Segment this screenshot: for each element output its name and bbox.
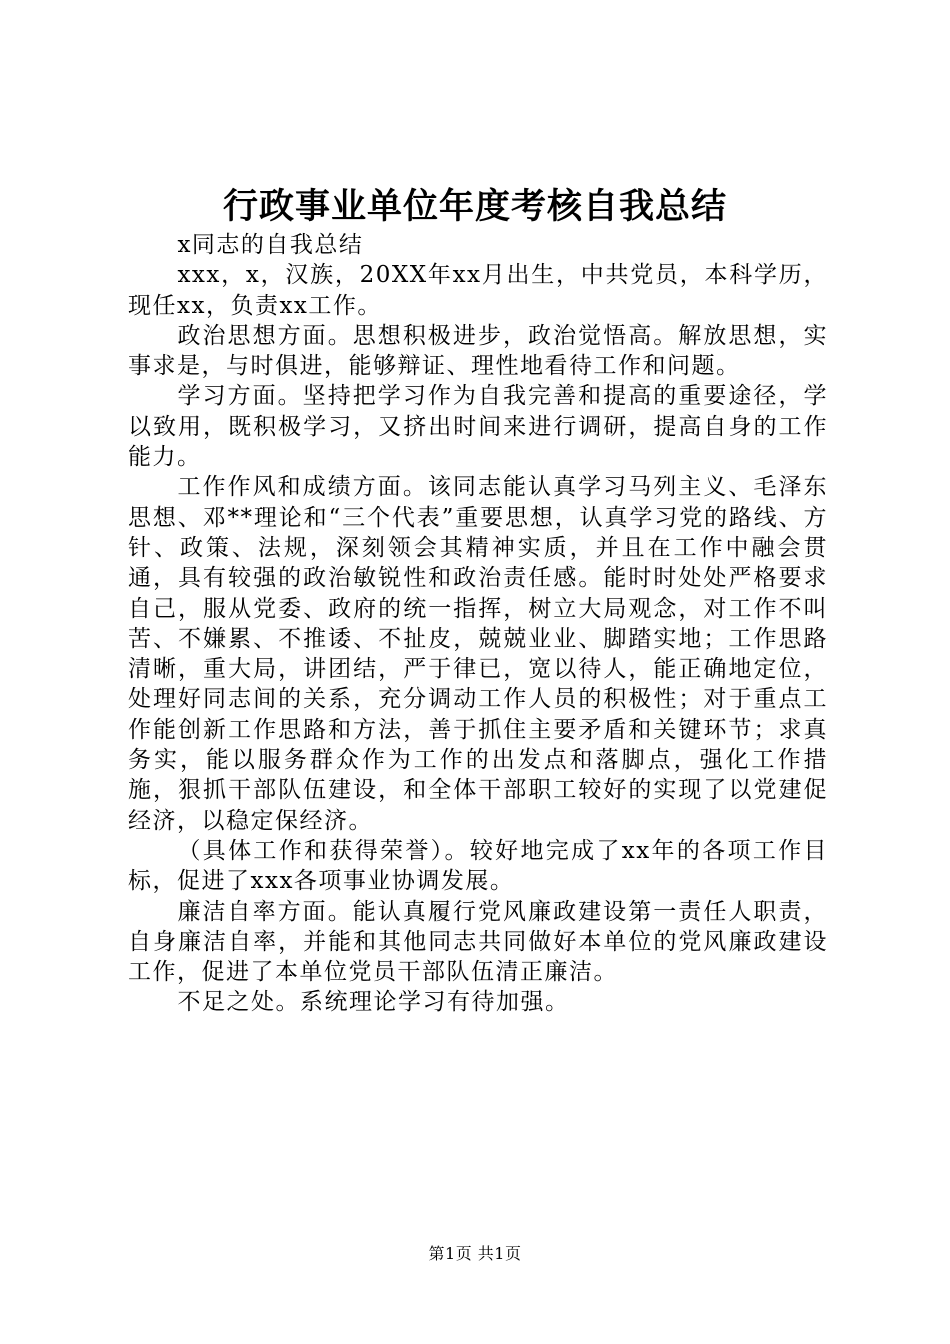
paragraph-shortcomings: 不足之处。系统理论学习有待加强。 [177,989,570,1016]
paragraph-political-thought: 政治思想方面。思想积极进步，政治觉悟高。解放思想，实事求是，与时俱进，能够辩证、理性地看待工作和问题。 [128,322,828,380]
paragraph-personal-info: xxx，x，汉族，20XX年xx月出生，中共党员，本科学历，现任xx，负责xx工作。 [128,262,828,319]
document-body [128,230,828,1018]
document-title: 行政事业单位年度考核自我总结 [222,186,727,227]
paragraph-integrity: 廉洁自率方面。能认真履行党风廉政建设第一责任人职责，自身廉洁自率，并能和其他同志共同做好本单位的党风廉政建设工作，促进了本单位党员干部队伍清正廉洁。 [128,898,828,986]
paragraph-work-style: 工作作风和成绩方面。该同志能认真学习马列主义、毛泽东思想、邓**理论和“三个代表”重要思想，认真学习党的路线、方针、政策、法规，深刻领会其精神实质，并且在工作中融会贯通，具有较强的政治敏锐性和政治责任感。能时时处处严格要求自己，服从党委、政府的统一指挥，树立大局观念，对工作不叫苦、不嫌累、不推诿、不扯皮，兢兢业业、脚踏实地；工作思路清晰，重大局，讲团结，严于律已，宽以待人，能正确地定位，处理好同志间的关系，充分调动工作人员的积极性；对于重点工作能创新工作思路和方法，善于抓住主要矛盾和关键环节；求真务实，能以服务群众作为工作的出发点和落脚点，强化工作措施，狠抓干部队伍建设，和全体干部职工较好的实现了以党建促经济，以稳定保经济。 [128,474,828,834]
paragraph-achievements: （具体工作和获得荣誉）。较好地完成了xx年的各项工作目标，促进了xxx各项事业协调发展。 [128,837,828,895]
paragraph-study: 学习方面。坚持把学习作为自我完善和提高的重要途径，学以致用，既积极学习，又挤出时间来进行调研，提高自身的工作能力。 [128,383,828,471]
paragraph-subject: x同志的自我总结 [177,232,364,258]
page-number-footer: 第1页 共1页 [428,1244,522,1263]
